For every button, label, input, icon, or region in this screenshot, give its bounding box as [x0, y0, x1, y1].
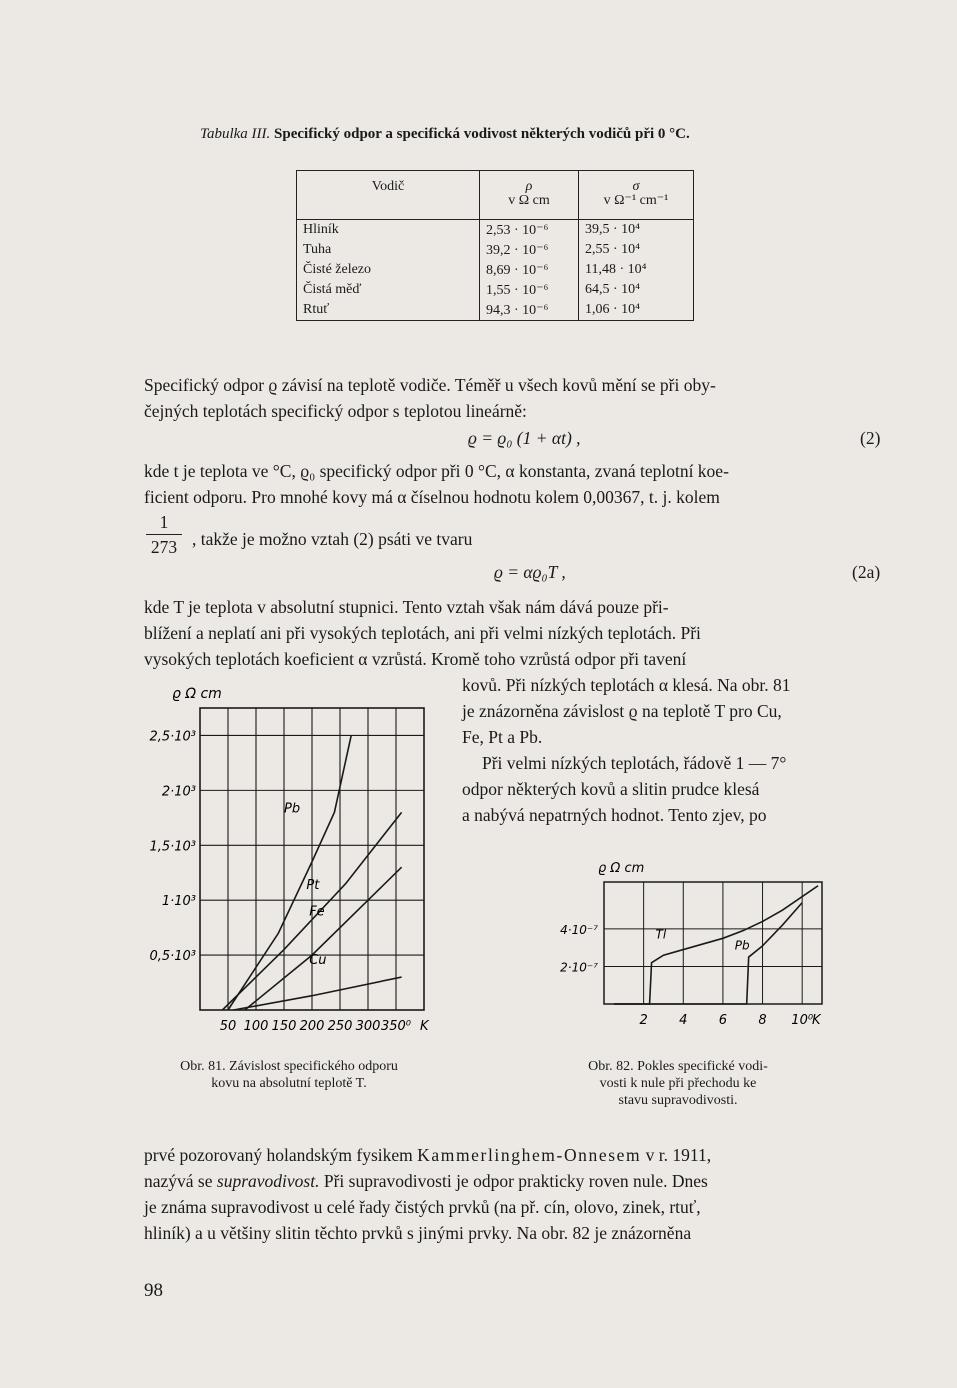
table-cell-rho: 39,2 · 10⁻⁶	[480, 240, 579, 260]
text-line: kde t je teplota ve °C, ϱ₀ specifický odpor při 0 °C, α konstanta, zvaná teplotní koe-	[144, 461, 729, 481]
text-span: Při supravodivosti je odpor prakticky roven nule. Dnes	[319, 1171, 708, 1191]
text-span: prvé pozorovaný holandským fysikem	[144, 1145, 418, 1165]
term-emphasis: supravodivost.	[216, 1171, 320, 1191]
text-line: kovů. Při nízkých teplotách α klesá. Na obr. 81	[462, 675, 791, 695]
x-tick-label: 250	[327, 1019, 353, 1034]
table-header-conductor: Vodič	[297, 171, 480, 220]
rho-symbol: ρ	[525, 179, 533, 194]
text-line	[144, 1142, 711, 1168]
table-cell-sigma: 11,48 · 10⁴	[579, 260, 694, 280]
text-line: je znázorněna závislost ϱ na teplotě T pro Cu,	[462, 701, 782, 721]
table-cell-rho: 2,53 · 10⁻⁶	[480, 220, 579, 241]
figure-82-caption-line: vosti k nule při přechodu ke	[599, 1076, 757, 1091]
fraction-bar	[146, 534, 182, 535]
y-tick-label: 1,5·10³	[149, 839, 196, 855]
table-caption-label: Tabulka III.	[200, 126, 271, 142]
text-line: je známa supravodivost u celé řady čistých prvků (na př. cín, olovo, zinek, rtuť,	[144, 1197, 701, 1217]
figure-81-chart	[134, 680, 444, 1040]
series-label: Tl	[655, 927, 667, 942]
table-caption-title: Specifický odpor a specifická vodivost některých vodičů při 0 °C.	[274, 126, 690, 142]
sigma-unit: v Ω⁻¹ cm⁻¹	[603, 193, 669, 208]
x-axis-label: K	[812, 1013, 821, 1028]
y-tick-label: 2·10³	[161, 784, 196, 800]
x-tick-label: 50	[219, 1019, 237, 1034]
table-cell-rho: 94,3 · 10⁻⁶	[480, 300, 579, 321]
series-line-cu	[234, 977, 402, 1010]
table-row	[297, 260, 694, 280]
series-label: Pt	[306, 878, 320, 894]
x-axis-label: K	[420, 1019, 429, 1034]
series-line-pb	[228, 735, 351, 1010]
table-cell-sigma: 2,55 · 10⁴	[579, 240, 694, 260]
y-axis-label: ϱ Ω cm	[598, 861, 645, 876]
text-line: Při velmi nízkých teplotách, řádově 1 — 7°	[482, 753, 787, 773]
series-label: Pb	[284, 801, 301, 817]
figure-82-caption-line: Obr. 82. Pokles specifické vodi-	[588, 1059, 768, 1074]
y-tick-label: 0,5·10³	[149, 949, 196, 965]
table-row	[297, 300, 694, 321]
fraction-numerator: 1	[159, 512, 169, 532]
rho-unit: v Ω cm	[508, 193, 550, 208]
text-line: ficient odporu. Pro mnohé kovy má α číselnou hodnotu kolem 0,00367, t. j. kolem	[144, 487, 720, 507]
text-line: vysokých teplotách koeficient α vzrůstá. Kromě toho vzrůstá odpor při tavení	[144, 649, 687, 669]
y-tick-label: 4·10⁻⁷	[560, 922, 598, 937]
text-line: blížení a neplatí ani při vysokých teplotách, ani při velmi nízkých teplotách. Při	[144, 623, 701, 643]
table-cell-name: Čisté železo	[297, 260, 480, 280]
resistivity-table	[296, 170, 694, 321]
y-tick-label: 2,5·10³	[149, 729, 196, 745]
text-line: Fe, Pt a Pb.	[462, 727, 543, 747]
table-cell-sigma: 39,5 · 10⁴	[579, 220, 694, 241]
text-line: a nabývá nepatrných hodnot. Tento zjev, po	[462, 805, 767, 825]
x-tick-label: 100	[243, 1019, 269, 1034]
series-label: Cu	[309, 952, 327, 968]
fraction	[144, 512, 184, 557]
text-line	[144, 1168, 708, 1194]
figure-82-chart	[540, 852, 830, 1042]
equation-2-number: (2)	[860, 428, 881, 448]
series-line-fe	[245, 867, 402, 1010]
fraction-denominator: 273	[150, 537, 178, 557]
figure-82-caption	[528, 1058, 828, 1109]
x-tick-label: 300	[355, 1019, 381, 1034]
table-cell-name: Hliník	[297, 220, 480, 241]
sigma-symbol: σ	[632, 179, 640, 194]
x-tick-label: 8	[758, 1013, 767, 1028]
table-cell-sigma: 64,5 · 10⁴	[579, 280, 694, 300]
text-span: nazývá se	[144, 1171, 217, 1191]
table-row	[297, 280, 694, 300]
table-row	[297, 220, 694, 241]
table-header-sigma	[579, 171, 694, 220]
table-cell-name: Tuha	[297, 240, 480, 260]
table-cell-rho: 1,55 · 10⁻⁶	[480, 280, 579, 300]
text-line: čejných teplotách specifický odpor s teplotou lineárně:	[144, 401, 527, 421]
person-name: Kammerlinghem-Onnesem	[417, 1145, 642, 1165]
y-axis-label: ϱ Ω cm	[172, 686, 222, 702]
page-number: 98	[144, 1280, 163, 1301]
x-tick-label: 350⁰	[380, 1019, 412, 1034]
x-tick-label: 4	[679, 1013, 688, 1028]
table-row	[297, 240, 694, 260]
table-header-rho	[480, 171, 579, 220]
equation-2a: ϱ = αϱ₀T ,	[494, 562, 566, 582]
plot-frame	[604, 882, 822, 1004]
x-tick-label: 2	[639, 1013, 648, 1028]
x-tick-label: 6	[718, 1013, 728, 1028]
table-cell-name: Rtuť	[297, 300, 480, 321]
series-line-tl	[614, 886, 818, 1004]
x-tick-label: 200	[299, 1019, 325, 1034]
figure-82-caption-line: stavu supravodivosti.	[618, 1093, 738, 1108]
figure-81-caption-line: kovu na absolutní teplotě T.	[211, 1076, 367, 1091]
text-line: hliník) a u většiny slitin těchto prvků s jinými prvky. Na obr. 82 je znázorněna	[144, 1223, 692, 1243]
text-line: , takže je možno vztah (2) psáti ve tvaru	[192, 529, 473, 549]
figure-81-caption-line: Obr. 81. Závislost specifického odporu	[180, 1059, 398, 1074]
table-caption	[200, 126, 690, 143]
y-tick-label: 1·10³	[161, 894, 196, 910]
series-label: Fe	[309, 904, 325, 920]
table-cell-rho: 8,69 · 10⁻⁶	[480, 260, 579, 280]
table-cell-sigma: 1,06 · 10⁴	[579, 300, 694, 321]
series-line-pb	[614, 903, 802, 1004]
y-tick-label: 2·10⁻⁷	[560, 960, 598, 975]
equation-2: ϱ = ϱ₀ (1 + αt) ,	[468, 428, 581, 448]
figure-81-caption	[134, 1058, 444, 1092]
text-span: v r. 1911,	[641, 1145, 712, 1165]
text-line: Specifický odpor ϱ závisí na teplotě vodiče. Téměř u všech kovů mění se při oby-	[144, 375, 716, 395]
x-tick-label: 10⁰	[791, 1013, 814, 1028]
text-line: kde T je teplota v absolutní stupnici. Tento vztah však nám dává pouze při-	[144, 597, 669, 617]
series-label: Pb	[734, 938, 750, 953]
text-line: odpor některých kovů a slitin prudce klesá	[462, 779, 760, 799]
x-tick-label: 150	[271, 1019, 297, 1034]
equation-2a-number: (2a)	[852, 562, 881, 582]
table-cell-name: Čistá měď	[297, 280, 480, 300]
